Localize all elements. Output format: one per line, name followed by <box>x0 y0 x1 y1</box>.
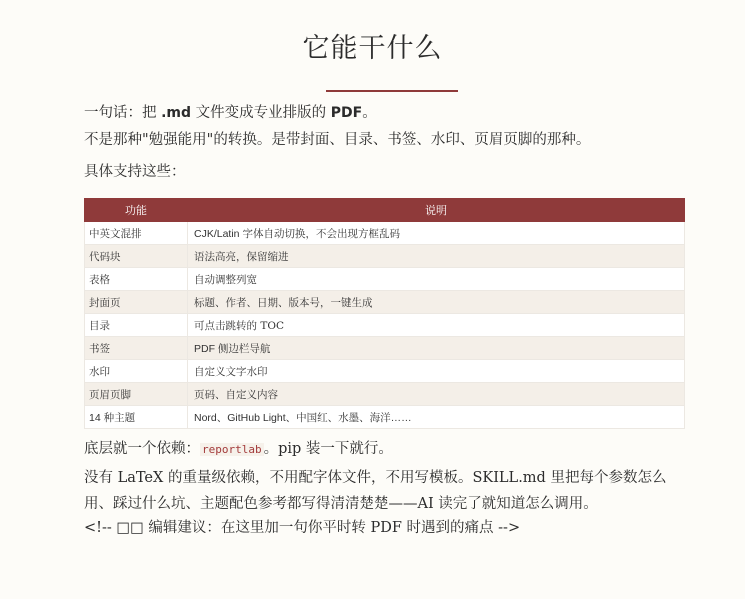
table-row <box>85 406 685 429</box>
header-feature: 功能 <box>85 199 188 222</box>
dependency-code: reportlab <box>202 443 262 456</box>
feature-cell: 书签 <box>85 337 188 360</box>
dependency-suffix: 。pip 装一下就行。 <box>263 441 393 457</box>
table-row <box>85 360 685 383</box>
table-row <box>85 291 685 314</box>
description-cell: PDF 侧边栏导航 <box>188 337 685 360</box>
summary-middle: 文件变成专业排版的 <box>191 105 331 121</box>
table-row <box>85 383 685 406</box>
description-cell: CJK/Latin 字体自动切换，不会出现方框乱码 <box>188 222 685 245</box>
description-cell: 页码、自定义内容 <box>188 383 685 406</box>
table-row <box>85 314 685 337</box>
pdf-term: PDF <box>330 105 363 121</box>
summary-suffix: 。 <box>362 105 377 121</box>
table-row <box>85 222 685 245</box>
description-paragraph: 不是那种"勉强能用"的转换。是带封面、目录、书签、水印、页眉页脚的那种。 <box>84 132 591 148</box>
title-underline <box>326 90 458 92</box>
feature-cell: 14 种主题 <box>85 406 188 429</box>
features-intro: 具体支持这些： <box>84 164 186 180</box>
description-cell: 语法高亮，保留缩进 <box>188 245 685 268</box>
feature-cell: 页眉页脚 <box>85 383 188 406</box>
features-table <box>84 198 685 429</box>
description-cell: Nord、GitHub Light、中国红、水墨、海洋…… <box>188 406 685 429</box>
table-row <box>85 337 685 360</box>
description-cell: 自动调整列宽 <box>188 268 685 291</box>
dependency-paragraph <box>84 436 694 463</box>
md-extension: .md <box>161 105 192 121</box>
table-row <box>85 268 685 291</box>
table-row <box>85 245 685 268</box>
table-header-row <box>85 199 685 222</box>
feature-cell: 封面页 <box>85 291 188 314</box>
description-cell: 自定义文字水印 <box>188 360 685 383</box>
feature-cell: 中英文混排 <box>85 222 188 245</box>
summary-prefix: 一句话：把 <box>84 105 162 121</box>
feature-cell: 代码块 <box>85 245 188 268</box>
description-cell: 可点击跳转的 TOC <box>188 314 685 337</box>
feature-cell: 表格 <box>85 268 188 291</box>
no-latex-paragraph: 没有 LaTeX 的重量级依赖，不用配字体文件，不用写模板。SKILL.md 里把每个参数怎么用、踩过什么坑、主题配色参考都写得清清楚楚——AI 读完了就知道怎么调用。 <box>84 470 667 512</box>
dependency-prefix: 底层就一个依赖： <box>84 441 200 457</box>
page-title: 它能干什么 <box>302 33 443 64</box>
editor-comment: <!-- □□ 编辑建议：在这里加一句你平时转 PDF 时遇到的痛点 --> <box>84 520 521 536</box>
header-description: 说明 <box>188 199 685 222</box>
feature-cell: 水印 <box>85 360 188 383</box>
summary-paragraph <box>84 100 694 126</box>
description-cell: 标题、作者、日期、版本号，一键生成 <box>188 291 685 314</box>
feature-cell: 目录 <box>85 314 188 337</box>
